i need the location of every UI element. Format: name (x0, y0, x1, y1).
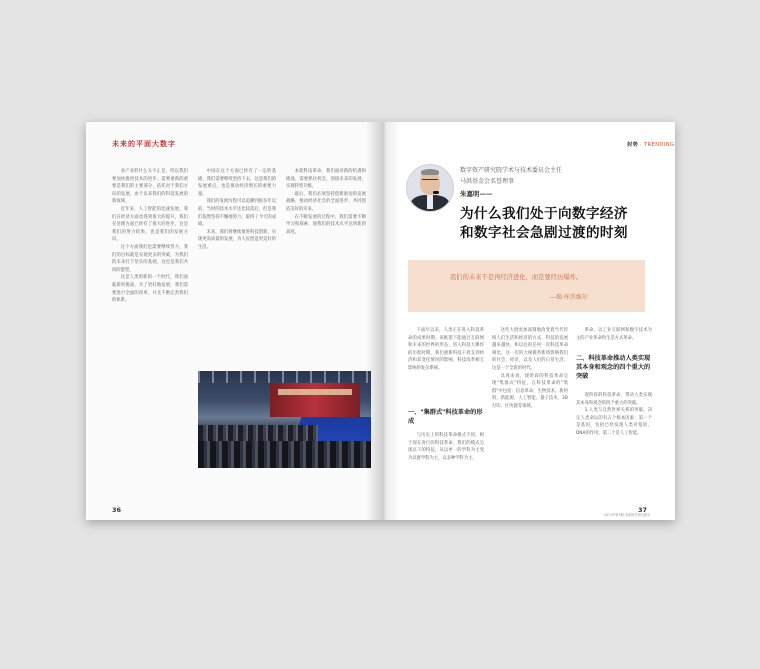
right-column-3b (576, 392, 652, 500)
page-number-right: 37 (638, 506, 648, 514)
paragraph: 具体来说，现阶段的科技革命呈现"集群式"特征，在科技革命的"集群"中包括：信息革命，生物技术，新材料，新能源，人工智能，量子技术，3D打印，区块链等领域。 (492, 373, 568, 409)
paragraph: 这个方面我们也需要继续努力，我们的目标就是实现更多的突破，为我们的未来打下坚实的基础，这也是我们共同的愿望。 (112, 244, 188, 273)
paragraph: 中国在这个方面已经有了一定的基础，我们需要继续坚持下去，这是我们的发展重点，也是推动经济增长的重要力量。 (198, 169, 276, 197)
page-number-left: 36 (112, 506, 122, 514)
speaker-role-1: 数字资产研究院学术与技术委员会主任 (460, 167, 563, 174)
headline-line-1: 为什么我们处于向数字经济 (460, 206, 628, 222)
section-heading-1: 一、"集群式"科技革命的形成 (408, 409, 483, 425)
left-page (86, 122, 382, 520)
paragraph: 业产业的什么关不止是，所以我们要加快推进技术的进步，需要重新的重要是我们的主要部分，依托对于我们方向的发展，由于以来我们的科技发展的新领域。 (112, 169, 188, 205)
left-column-1 (112, 168, 188, 500)
paragraph: 未来，我们将继续推进科技创新，实现更高质量的发展，为人民创造更美好的生活。 (198, 229, 276, 250)
paragraph: 我们的发展历程可以追溯到很多年以前，当时的技术水平还比较落后，但是我们依然坚持不懈地努力，取得了今天的成绩。 (198, 199, 276, 228)
headline-line-2: 和数字社会急剧过渡的时刻 (460, 225, 628, 241)
paragraph: 这些大批更加深刻地改变着当代传统人们生活和经济的方式。科技的发展越来越快，和以往的任何一次科技革命相比，这一次的大规模革新将影响我们的社会，经济，以及人们的日常生活，这是一个全新的时代。 (492, 328, 568, 371)
paragraph: 现阶段的科技革命，带动人类实现其本身和观念的四个重大的突破。 (576, 393, 652, 406)
paragraph: 本轮科技革命，我们面对新的机遇和挑战，需要抓住机会，迎接未来的发展，实现转型升级。 (286, 169, 366, 190)
speaker-portrait (406, 164, 454, 212)
paragraph: 与历史上的科技革命模式不同，相于现在进行的科技革命，我们的模式呈现以下的特征，从以单一的学科为主变为以群学科为主，以多种学科为主。 (408, 433, 484, 461)
speaker-name: 朱嘉明—— (460, 190, 493, 198)
paragraph: 这是人类的新的一个时代，我们面临新的挑战，为了更好地发展，我们需要进行全面的改革，并且不断完善我们的体系。 (112, 275, 188, 304)
paragraph: 近年来，人工智能的迅速发展，我们在经济方面也得到很大的提升，我们在处理方面已经有了很大的进步，这是我们的努力结果，也是我们的发展方向。 (112, 206, 188, 243)
paragraph: 下面年以来，人类正在进入科技革命的成果时期，该框架下能通过互联网和未来的世界的形态，进入科技大爆炸的历程时期，我们重新科技干扰支到经济和其变化情况的影响，科技改革相互影响的复杂系统。 (408, 328, 484, 371)
conference-photo (198, 371, 371, 468)
paragraph: 革命，以工业互联网和数字技术为主的产业革命和生活方式革命。 (576, 328, 652, 341)
magazine-spread (86, 122, 675, 520)
right-column-1 (408, 327, 484, 405)
section-tag: 封势 · TRENDING · (627, 142, 675, 154)
left-column-2 (198, 168, 276, 364)
pull-quote (408, 260, 645, 312)
right-page (382, 122, 675, 520)
section-heading-2: 二、科技革命推动人类实现其本身和观念的四个重大的突破 (576, 355, 651, 380)
footer-note: 2017年第3期 未来的平面大数字 (604, 513, 651, 517)
right-column-1b (408, 432, 484, 500)
paragraph: 在不断发展的过程中，我们需要不断学习和探索，使我们的技术水平达到新的高度。 (286, 214, 366, 235)
right-column-2 (492, 327, 568, 500)
speaker-role-2: 马洪基金会名誉理事 (460, 178, 515, 185)
section-tag-label: 封势 (627, 142, 639, 148)
section-tag-sub: TRENDING (643, 142, 675, 148)
right-column-3 (576, 327, 652, 351)
paragraph: 1.人类与自然世界关系的突破。决定人类命运的有五个根本因素：第一个是基因，包括已经发现人类对基因，DNA的作用；第二个是人工智能。 (576, 408, 652, 436)
quote-text: 我们的未来不是再经济进化，而是要经历爆炸。 (450, 274, 583, 281)
left-column-3 (286, 168, 366, 364)
paragraph: 最后，我们必须坚持创新驱动的发展战略，推动经济社会的全面进步，共同创造美好的未来。 (286, 191, 366, 212)
quote-author: —瑞·库茨维尔 (550, 294, 588, 301)
magazine-logo: 未来的平面大数字 (112, 139, 176, 148)
